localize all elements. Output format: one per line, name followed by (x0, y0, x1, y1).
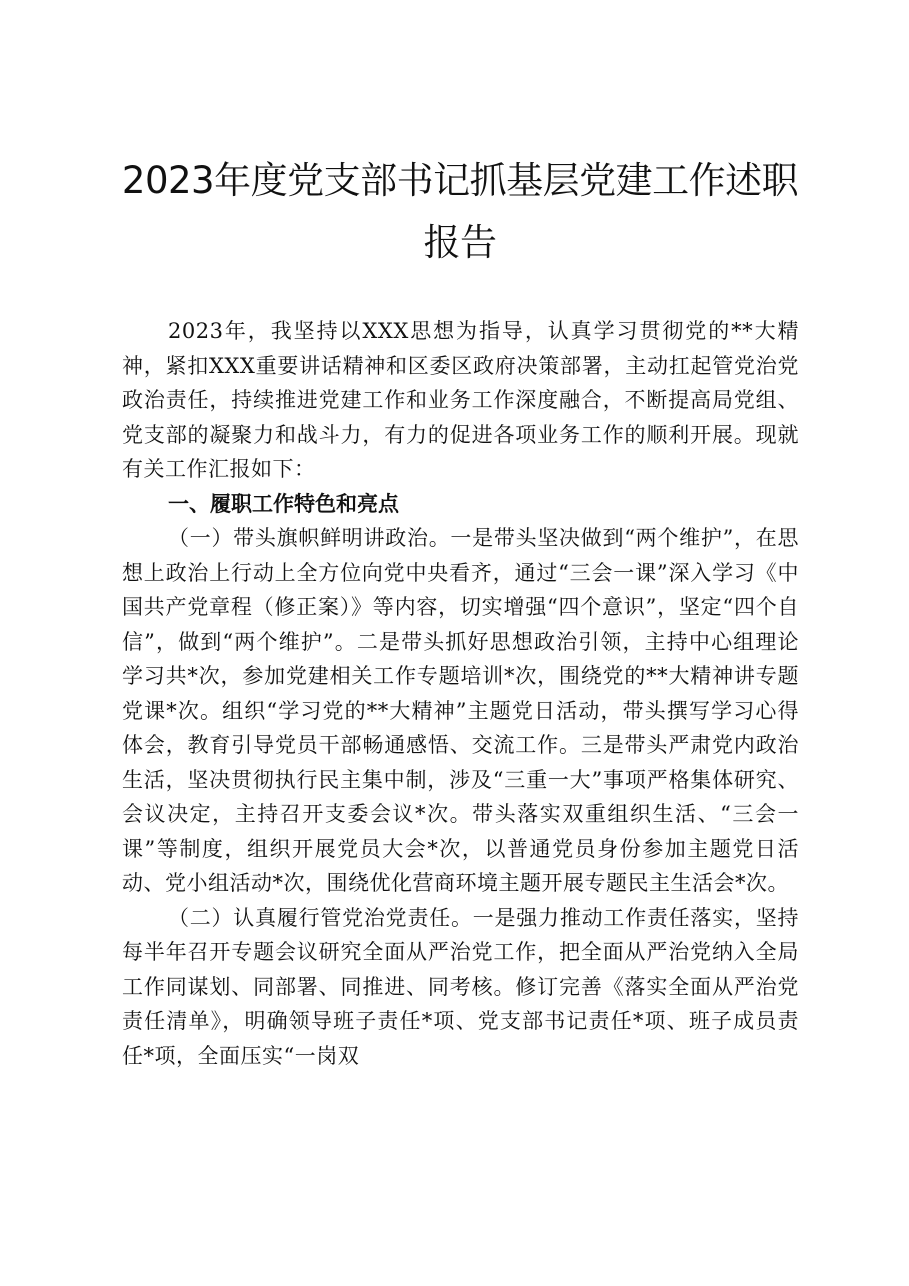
subsection-2-text: 一是强力推动工作责任落实，坚持每半年召开专题会议研究全面从严治党工作，把全面从严治党纳入全局工作同谋划、同部署、同推进、同考核。修订完善《落实全面从严治党责任清单》，明确领导班子责任*项、党支部书记责任*项、班子成员责任*项，全面压实“一岗双 (122, 905, 799, 1068)
document-body (122, 314, 799, 1073)
subsection-1-text: 一是带头坚决做到“两个维护”，在思想上政治上行动上全方位向党中央看齐，通过“三会一课”深入学习《中国共产党章程（修正案）》等内容，切实增强“四个意识”，坚定“四个自信”，做到“两个维护”。二是带头抓好思想政治引领，主持中心组理论学习共*次，参加党建相关工作专题培训*次，围绕党的**大精神讲专题党课*次。组织“学习党的**大精神”主题党日活动，带头撰写学习心得体会，教育引导党员干部畅通感悟、交流工作。三是带头严肃党内政治生活，坚决贯彻执行民主集中制，涉及“三重一大”事项严格集体研究、会议决定，主持召开支委会议*次。带头落实双重组织生活、“三会一课”等制度，组织开展党员大会*次，以普通党员身份参加主题党日活动、党小组活动*次，围绕优化营商环境主题开展专题民主生活会*次。 (122, 526, 799, 895)
subsection-2-lead: （二）认真履行管党治党责任。 (168, 905, 473, 930)
subsection-1-lead: （一）带头旗帜鲜明讲政治。 (168, 526, 451, 550)
document-title: 2023年度党支部书记抓基层党建工作述职报告 (121, 159, 799, 264)
subsection-2-paragraph (122, 901, 799, 1074)
subsection-1-paragraph (122, 521, 799, 901)
section-heading: 一、履职工作特色和亮点 (168, 490, 399, 516)
intro-paragraph: 2023年，我坚持以XXX思想为指导，认真学习贯彻党的**大精神，紧扣XXX重要讲话精神和区委区政府决策部署，主动扛起管党治党政治责任，持续推进党建工作和业务工作深度融合，不断提高局党组、党支部的凝聚力和战斗力，有力的促进各项业务工作的顺利开展。现就有关工作汇报如下： (122, 319, 799, 481)
